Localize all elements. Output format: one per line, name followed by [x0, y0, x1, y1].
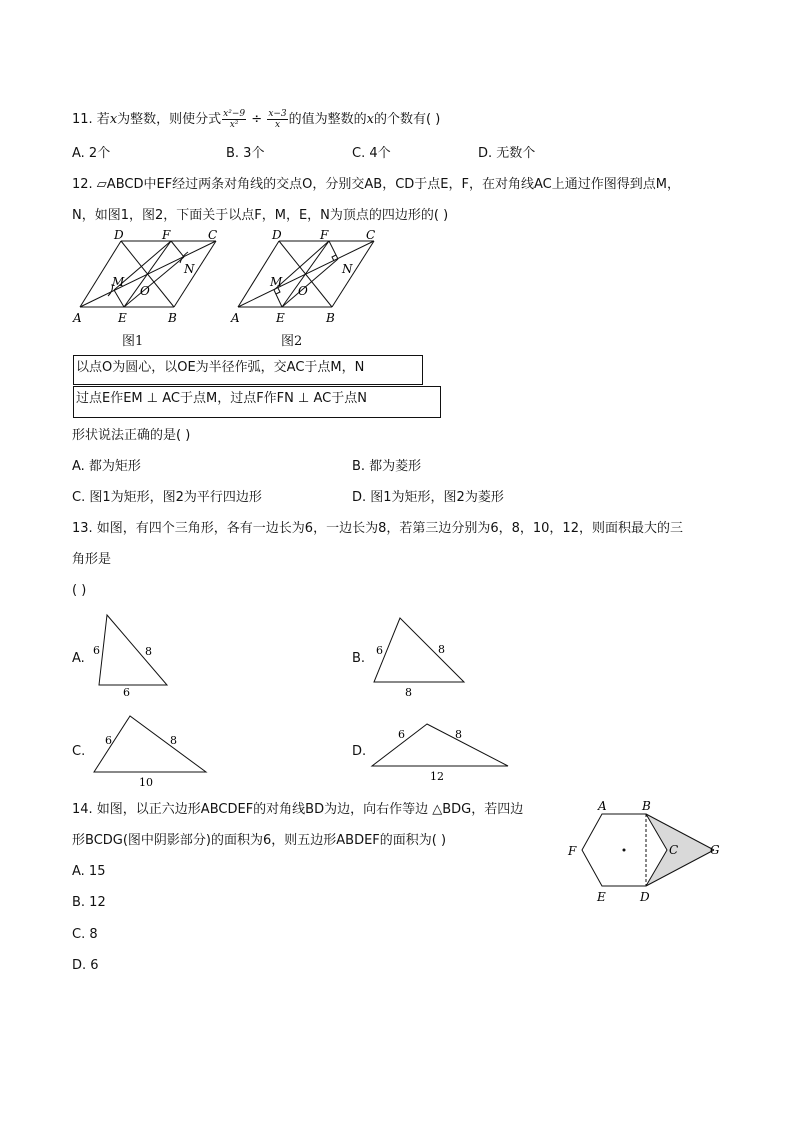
q11-text-c: 的个数有( ) — [374, 112, 441, 127]
q12-option-b[interactable]: B. 都为菱形 — [352, 459, 422, 474]
q13-option-b-letter[interactable]: B. — [352, 651, 366, 666]
q12-f2-label-f: F — [320, 228, 329, 242]
q12-f1-label-c: C — [208, 228, 218, 242]
q14-label-e: E — [597, 890, 606, 904]
q11-var-2: x — [366, 112, 375, 127]
q12-f2-label-d: D — [272, 228, 282, 242]
q11-fraction-1: $\frac{\text{x²−9}}{\text{x²}}$ — [223, 109, 246, 130]
q12-stem-line1: 12. ▱ABCD中EF经过两条对角线的交点O，分别交AB，CD于点E，F，在对角线AC上通过作图得到点M， — [72, 177, 680, 192]
q13-b-side-left: 6 — [376, 644, 383, 657]
q11-var: x — [109, 112, 118, 127]
q14-stem-line2: 形BCDG(图中阴影部分)的面积为6，则五边形ABDEF的面积为( ) — [72, 833, 447, 848]
q12-f2-label-b: B — [326, 311, 335, 325]
q12-f1-label-b: B — [168, 311, 177, 325]
q14-label-f: F — [568, 844, 577, 858]
q11-prefix: 11. 若 — [72, 112, 110, 127]
q12-f1-label-a: A — [73, 311, 82, 325]
q13-stem-line3: ( ) — [72, 583, 87, 598]
q13-b-side-bottom: 8 — [405, 686, 412, 699]
q13-c-side-right: 8 — [170, 734, 177, 747]
q12-f1-label-n: N — [184, 262, 195, 276]
q12-option-a[interactable]: A. 都为矩形 — [72, 459, 141, 474]
q12-stem-line2: N，如图1，图2，下面关于以点F，M，E，N为顶点的四边形的( ) — [72, 208, 449, 223]
q13-a-side-right: 8 — [145, 645, 152, 658]
q13-option-b-triangle[interactable] — [368, 612, 468, 702]
q14-option-d[interactable]: D. 6 — [72, 958, 99, 973]
q13-stem-line2: 角形是 — [72, 552, 112, 567]
q11-stem — [72, 109, 440, 130]
q12-f2-label-o: O — [298, 284, 308, 298]
q13-d-side-right: 8 — [455, 728, 462, 741]
q12-method-2: 过点E作EM ⊥ AC于点M，过点F作FN ⊥ AC于点N — [76, 391, 367, 406]
q12-f2-label-e: E — [276, 311, 285, 325]
q12-stem-line3: 形状说法正确的是( ) — [72, 428, 191, 443]
q13-option-a-triangle[interactable] — [88, 612, 178, 702]
q12-f2-label-c: C — [366, 228, 376, 242]
q13-a-side-bottom: 6 — [123, 686, 130, 699]
q11-text-a: 为整数，则使分式 — [117, 112, 222, 127]
q13-b-side-right: 8 — [438, 643, 445, 656]
q14-center-dot — [623, 849, 626, 852]
q14-shaded-bcdg — [646, 814, 714, 886]
q14-figure — [562, 796, 727, 911]
q14-label-d: D — [640, 890, 650, 904]
q12-f1-label-o: O — [140, 284, 150, 298]
q11-option-b[interactable]: B. 3个 — [226, 146, 265, 161]
q12-figure-2 — [226, 230, 386, 330]
q14-stem-line1: 14. 如图，以正六边形ABCDEF的对角线BD为边，向右作等边 △BDG，若四边 — [72, 802, 524, 817]
q14-label-c: C — [669, 843, 679, 857]
q14-option-c[interactable]: C. 8 — [72, 927, 98, 942]
q13-d-side-bottom: 12 — [430, 770, 444, 783]
q12-f1-label-d: D — [114, 228, 124, 242]
q12-f2-segment-ne — [282, 259, 338, 307]
q13-option-c-triangle[interactable] — [88, 710, 213, 792]
q13-a-side-left: 6 — [93, 644, 100, 657]
q12-fig1-caption: 图1 — [122, 334, 144, 349]
q12-f1-label-e: E — [118, 311, 127, 325]
q12-f2-label-n: N — [342, 262, 353, 276]
q14-label-b: B — [642, 799, 651, 813]
q14-option-b[interactable]: B. 12 — [72, 895, 106, 910]
q13-d-side-left: 6 — [398, 728, 405, 741]
q13-c-side-bottom: 10 — [139, 776, 153, 789]
q14-option-a[interactable]: A. 15 — [72, 864, 106, 879]
q13-option-a-letter[interactable]: A. — [72, 651, 85, 666]
q12-option-c[interactable]: C. 图1为矩形，图2为平行四边形 — [72, 490, 262, 505]
q14-label-g: G — [710, 843, 720, 857]
q12-f1-label-m: M — [112, 275, 125, 289]
q11-divide-sign: ÷ — [251, 112, 263, 127]
q13-option-d-letter[interactable]: D. — [352, 744, 367, 759]
q12-f1-label-f: F — [162, 228, 171, 242]
q13-option-c-letter[interactable]: C. — [72, 744, 86, 759]
q12-f1-segment-fn — [171, 241, 184, 257]
q11-option-c[interactable]: C. 4个 — [352, 146, 391, 161]
q12-f2-label-a: A — [231, 311, 240, 325]
q13-c-side-left: 6 — [105, 734, 112, 747]
q13-stem-line1: 13. 如图，有四个三角形，各有一边长为6，一边长为8，若第三边分别为6，8，10，12，则面积最大的三 — [72, 521, 683, 536]
q12-f2-label-m: M — [270, 275, 283, 289]
q12-fig2-caption: 图2 — [281, 334, 303, 349]
q12-option-d[interactable]: D. 图1为矩形，图2为菱形 — [352, 490, 504, 505]
q13-option-d-triangle[interactable] — [368, 715, 513, 787]
q12-f1-segment-em — [114, 290, 124, 307]
q11-option-d[interactable]: D. 无数个 — [478, 146, 536, 161]
q11-fraction-2: $\frac{x-3}{x}$ — [268, 109, 287, 130]
q11-text-b: 的值为整数的 — [288, 112, 367, 127]
q11-option-a[interactable]: A. 2个 — [72, 146, 111, 161]
q12-figure-1 — [68, 230, 228, 330]
q12-method-1: 以点O为圆心，以OE为半径作弧，交AC于点M，N — [76, 360, 365, 375]
q14-label-a: A — [598, 799, 607, 813]
